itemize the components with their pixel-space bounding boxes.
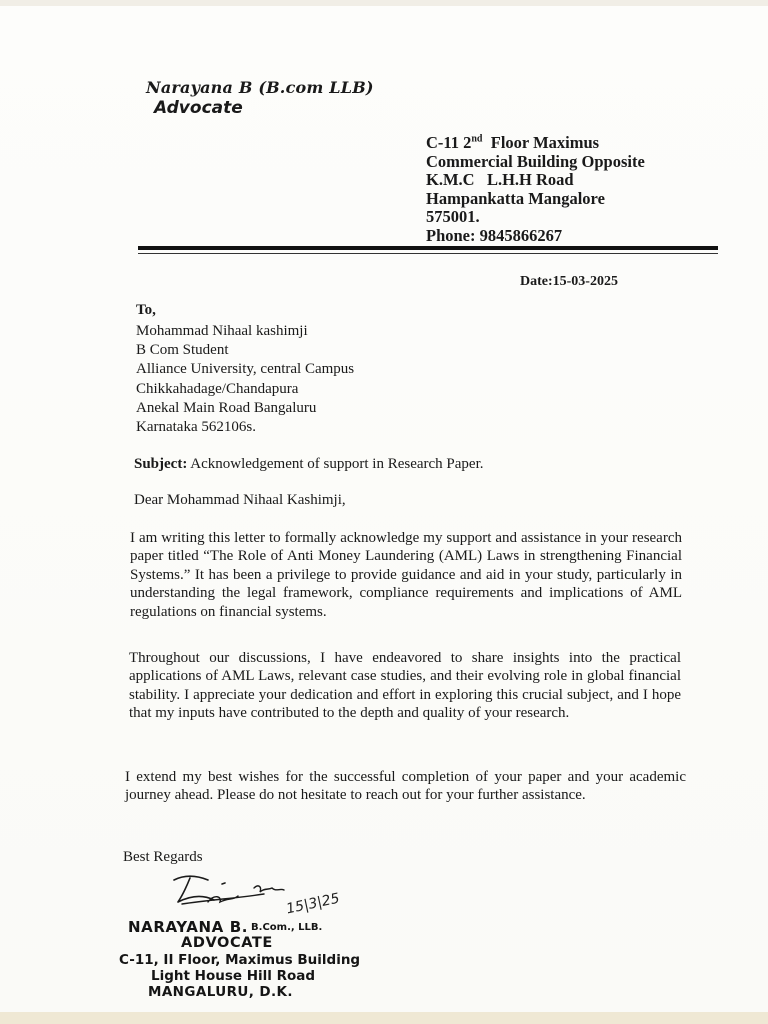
letterhead-address [426,134,645,246]
address-line-2: Commercial Building Opposite [426,151,645,171]
subject-label: Subject: [134,456,188,472]
letterhead-divider-thin [138,253,718,254]
stamp-name: NARAYANA B. B.Com., LLB. [128,918,323,936]
address-line-4: Hampankatta Mangalore [426,188,605,208]
recipient-line: B Com Student [136,342,229,359]
paper-top-edge [0,0,768,6]
letterhead-title: Advocate [154,98,243,118]
body-paragraph-2: Throughout our discussions, I have endeavored to share insights into the practical applications of AML Laws, relevant case studies, and their evolving role in global financial stability. I appreciate your dedication and effort in exploring this crucial subject, and I hope that my inputs have contributed to the depth and quality of your research. [129,650,681,722]
stamp-address-line-1: C-11, II Floor, Maximus Building [119,952,361,968]
letter-date: Date:15-03-2025 [520,274,618,289]
salutation: Dear Mohammad Nihaal Kashimji, [134,492,346,508]
stamp-address-line-2: Light House Hill Road [151,968,316,984]
stamp-address-line-3: MANGALURU, D.K. [148,984,293,1000]
recipient-address [136,322,354,437]
paper-bottom-edge [0,1012,768,1024]
stamp-degree: B.Com., LLB. [251,922,323,933]
address-line-5: 575001. [426,207,480,227]
subject-line [134,456,484,473]
address-line-1: C-11 2nd Floor Maximus [426,133,600,152]
recipient-line: Chikkahadage/Chandapura [136,380,299,397]
recipient-line: Alliance University, central Campus [136,361,355,378]
address-line-3: K.M.C L.H.H Road [426,170,574,190]
recipient-line: Anekal Main Road Bangaluru [136,399,317,416]
to-label: To, [136,302,156,318]
recipient-line: Mohammad Nihaal kashimji [136,323,308,339]
signature-date: 15|3|25 [284,890,342,918]
body-paragraph-3: I extend my best wishes for the successful completion of your paper and your academic journey ahead. Please do not hesitate to reach out for your further assistance. [125,769,686,804]
stamp-role: ADVOCATE [181,935,273,951]
recipient-line: Karnataka 562106s. [136,419,256,436]
closing-regards: Best Regards [123,849,203,865]
letterhead-name: Narayana B (B.com LLB) [146,78,374,97]
subject-text: Acknowledgement of support in Research Paper. [187,456,484,472]
body-paragraph-1: I am writing this letter to formally acknowledge my support and assistance in your research paper titled “The Role of Anti Money Laundering (AML) Laws in strengthening Financial Systems.” It has been a privilege to provide guidance and aid in your study, particularly in understanding the legal framework, compliance requirements and implications of AML regulations on financial systems. [130,530,682,620]
address-phone: Phone: 9845866267 [426,225,563,245]
letterhead-divider [138,246,718,250]
